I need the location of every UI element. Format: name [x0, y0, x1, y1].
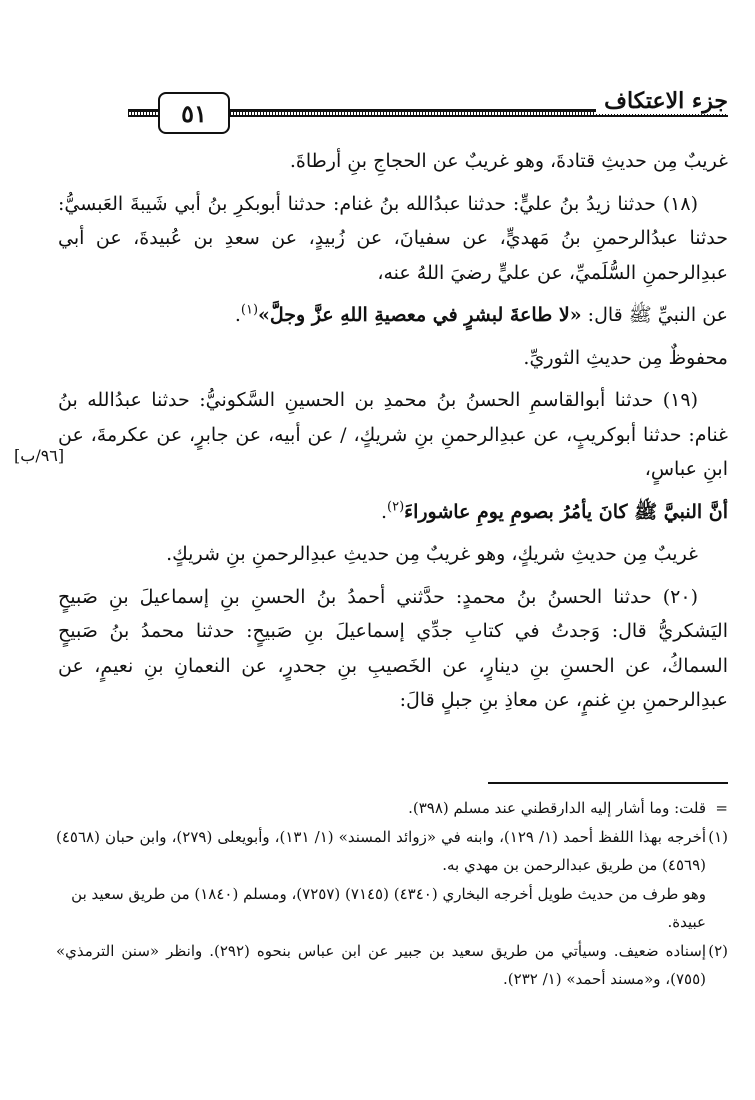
footnote-text: إسناده ضعيف. وسيأتي من طريق سعيد بن جبير عن ابن عباس بنحوه (٢٩٢). وانظر «سنن الترمذي» (٧٥٥)، و«مسند أحمد» (١/ ٢٣٢).	[56, 941, 706, 988]
hadith-text-19	[58, 495, 728, 530]
footnote-marker: (٢)	[708, 941, 728, 960]
footnote-ref-1[interactable]: (١)	[240, 302, 259, 318]
footnote-1	[56, 823, 728, 880]
hadith-intro: عن النبيِّ ﷺ قال:	[581, 304, 728, 326]
grading-note: محفوظٌ مِن حديثِ الثوريِّ.	[523, 346, 728, 369]
punctuation: .	[380, 500, 387, 523]
page-header	[128, 88, 728, 128]
footnote-separator	[488, 782, 728, 784]
footnote-1-continued: وهو طرف من حديث طويل أخرجه البخاري (٤٣٤٠) (٧١٤٥) (٧٢٥٧)، ومسلم (١٨٤٠) من طريق سعيد بن عبيدة.	[71, 884, 706, 931]
page-number: ٥١	[158, 92, 230, 134]
chain-part-b: عن أبيه، عن جابرٍ، عن عكرمةَ، عن ابنِ عباسٍ،	[58, 423, 728, 480]
paragraph: غريبٌ مِن حديثِ قتادةَ، وهو غريبٌ عن الحجاجِ بنِ أرطاةَ.	[289, 150, 728, 172]
running-title: جزء الاعتكاف	[596, 88, 728, 114]
manuscript-folio-note: [٩٦/ب]	[14, 446, 65, 465]
punctuation: .	[234, 304, 241, 326]
hadith-chain-20: (٢٠) حدثنا الحسنُ بنُ محمدٍ: حدَّثني أحمدُ بنُ الحسنِ بنِ إسماعيلَ بنِ صَبيحٍ اليَشكريُّ قال: وَجدتُ في كتابِ جدِّي إسماعيلَ بنِ صَبيحٍ: حدثنا محمدُ بنُ صَبيحٍ السماكُ، عن الحسنِ بنِ دينارٍ، عن الخَصيبِ بنِ جحدرٍ، عن النعمانِ بنِ نعيمٍ، عن عبدِالرحمنِ بنِ غنمٍ، عن معاذِ بنِ جبلٍ قالَ:	[58, 585, 728, 711]
main-text	[58, 144, 728, 726]
hadith-chain-19	[58, 383, 728, 487]
footnote-marker: =	[715, 799, 728, 817]
footnote-text: قلت: وما أشار إليه الدارقطني عند مسلم (٣٩٨).	[408, 799, 706, 817]
hadith-quote: أنَّ النبيَّ ﷺ كانَ يأمُرُ بصومِ يومِ عاشوراءَ	[404, 500, 728, 523]
grading-note: غريبٌ مِن حديثِ شريكٍ، وهو غريبٌ مِن حديثِ عبدِالرحمنِ بنِ شريكٍ.	[166, 543, 698, 565]
footnotes	[56, 794, 728, 994]
hadith-text-18	[58, 298, 728, 333]
chain-part-a: (١٩) حدثنا أبوالقاسمِ الحسنُ بنُ محمدِ بن الحسينِ السَّكونيُّ: حدثنا عبدُالله بنُ غنام: حدثنا أبوكريبٍ، عن عبدِالرحمنِ بنِ شريكٍ، /	[58, 389, 728, 446]
footnote-carryover	[56, 794, 728, 823]
hadith-chain-18: (١٨) حدثنا زيدُ بنُ عليٍّ: حدثنا عبدُالله بنُ غنام: حدثنا أبوبكرِ بنُ أبي شَيبةَ العَبسيُّ: حدثنا عبدُالرحمنِ بنُ مَهديٍّ، عن سفيانَ، عن زُبيدٍ، عن سعدِ بن عُبيدةَ، عن أبي عبدِالرحمنِ السُّلَميِّ، عن عليٍّ رضيَ اللهُ عنه،	[58, 192, 728, 284]
footnote-marker: (١)	[708, 827, 728, 846]
footnote-2	[56, 937, 728, 994]
footnote-text: أخرجه بهذا اللفظ أحمد (١/ ١٢٩)، وابنه في «زوائد المسند» (١/ ١٣١)، وأبويعلى (٢٧٩)، وابن حبان (٤٥٦٨) (٤٥٦٩) من طريق عبدالرحمن بن مهدي به.	[56, 827, 707, 874]
hadith-quote: «لا طاعةَ لبشرٍ في معصيةِ اللهِ عزَّ وجلَّ»	[258, 304, 582, 326]
footnote-ref-2[interactable]: (٢)	[387, 499, 405, 515]
